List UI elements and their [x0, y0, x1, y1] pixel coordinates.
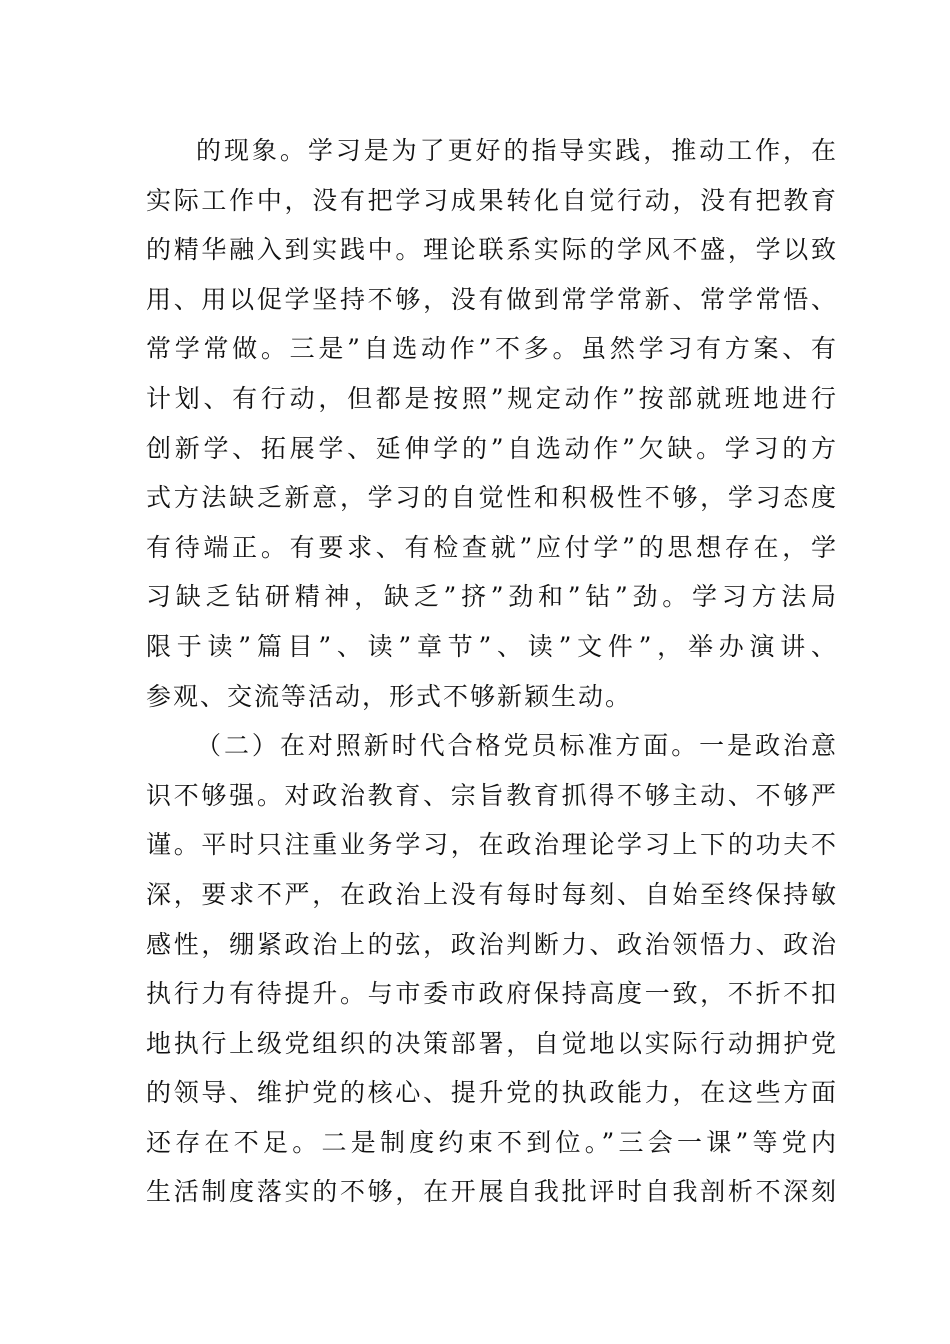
document-body: [146, 126, 836, 1217]
paragraph-line: 有待端正。有要求、有检查就”应付学”的思想存在，学: [146, 532, 836, 562]
paragraph-line: 创新学、拓展学、延伸学的”自选动作”欠缺。学习的方: [146, 433, 836, 463]
section-heading-line: （二）在对照新时代合格党员标准方面。一是政治意: [196, 731, 836, 761]
paragraph-line: 谨。平时只注重业务学习，在政治理论学习上下的功夫不: [146, 830, 836, 860]
paragraph-line: 地执行上级党组织的决策部署，自觉地以实际行动拥护党: [146, 1028, 836, 1058]
paragraph-line: 的精华融入到实践中。理论联系实际的学风不盛，学以致: [146, 235, 836, 265]
paragraph-line: 用、用以促学坚持不够，没有做到常学常新、常学常悟、: [146, 284, 836, 314]
paragraph-line: 常学常做。三是”自选动作”不多。虽然学习有方案、有: [146, 334, 836, 364]
paragraph-line: 计划、有行动，但都是按照”规定动作”按部就班地进行: [146, 383, 836, 413]
paragraph-line: 还存在不足。二是制度约束不到位。”三会一课”等党内: [146, 1127, 836, 1157]
paragraph-line: 实际工作中，没有把学习成果转化自觉行动，没有把教育: [146, 185, 836, 215]
paragraph-line: 执行力有待提升。与市委市政府保持高度一致，不折不扣: [146, 979, 836, 1009]
paragraph-line: 式方法缺乏新意，学习的自觉性和积极性不够，学习态度: [146, 483, 836, 513]
paragraph-line: 生活制度落实的不够，在开展自我批评时自我剖析不深刻: [146, 1177, 836, 1207]
paragraph-line: 参观、交流等活动，形式不够新颖生动。: [146, 681, 633, 711]
paragraph-line: 的领导、维护党的核心、提升党的执政能力，在这些方面: [146, 1078, 836, 1108]
paragraph-line: 限于读”篇目”、读”章节”、读”文件”，举办演讲、: [146, 631, 836, 661]
paragraph-line: 识不够强。对政治教育、宗旨教育抓得不够主动、不够严: [146, 780, 836, 810]
paragraph-line: 的现象。学习是为了更好的指导实践，推动工作，在: [196, 136, 836, 165]
paragraph-line: 深，要求不严，在政治上没有每时每刻、自始至终保持敏: [146, 879, 836, 909]
paragraph-line: 感性，绷紧政治上的弦，政治判断力、政治领悟力、政治: [146, 929, 836, 959]
paragraph-line: 习缺乏钻研精神，缺乏”挤”劲和”钻”劲。学习方法局: [146, 582, 836, 612]
